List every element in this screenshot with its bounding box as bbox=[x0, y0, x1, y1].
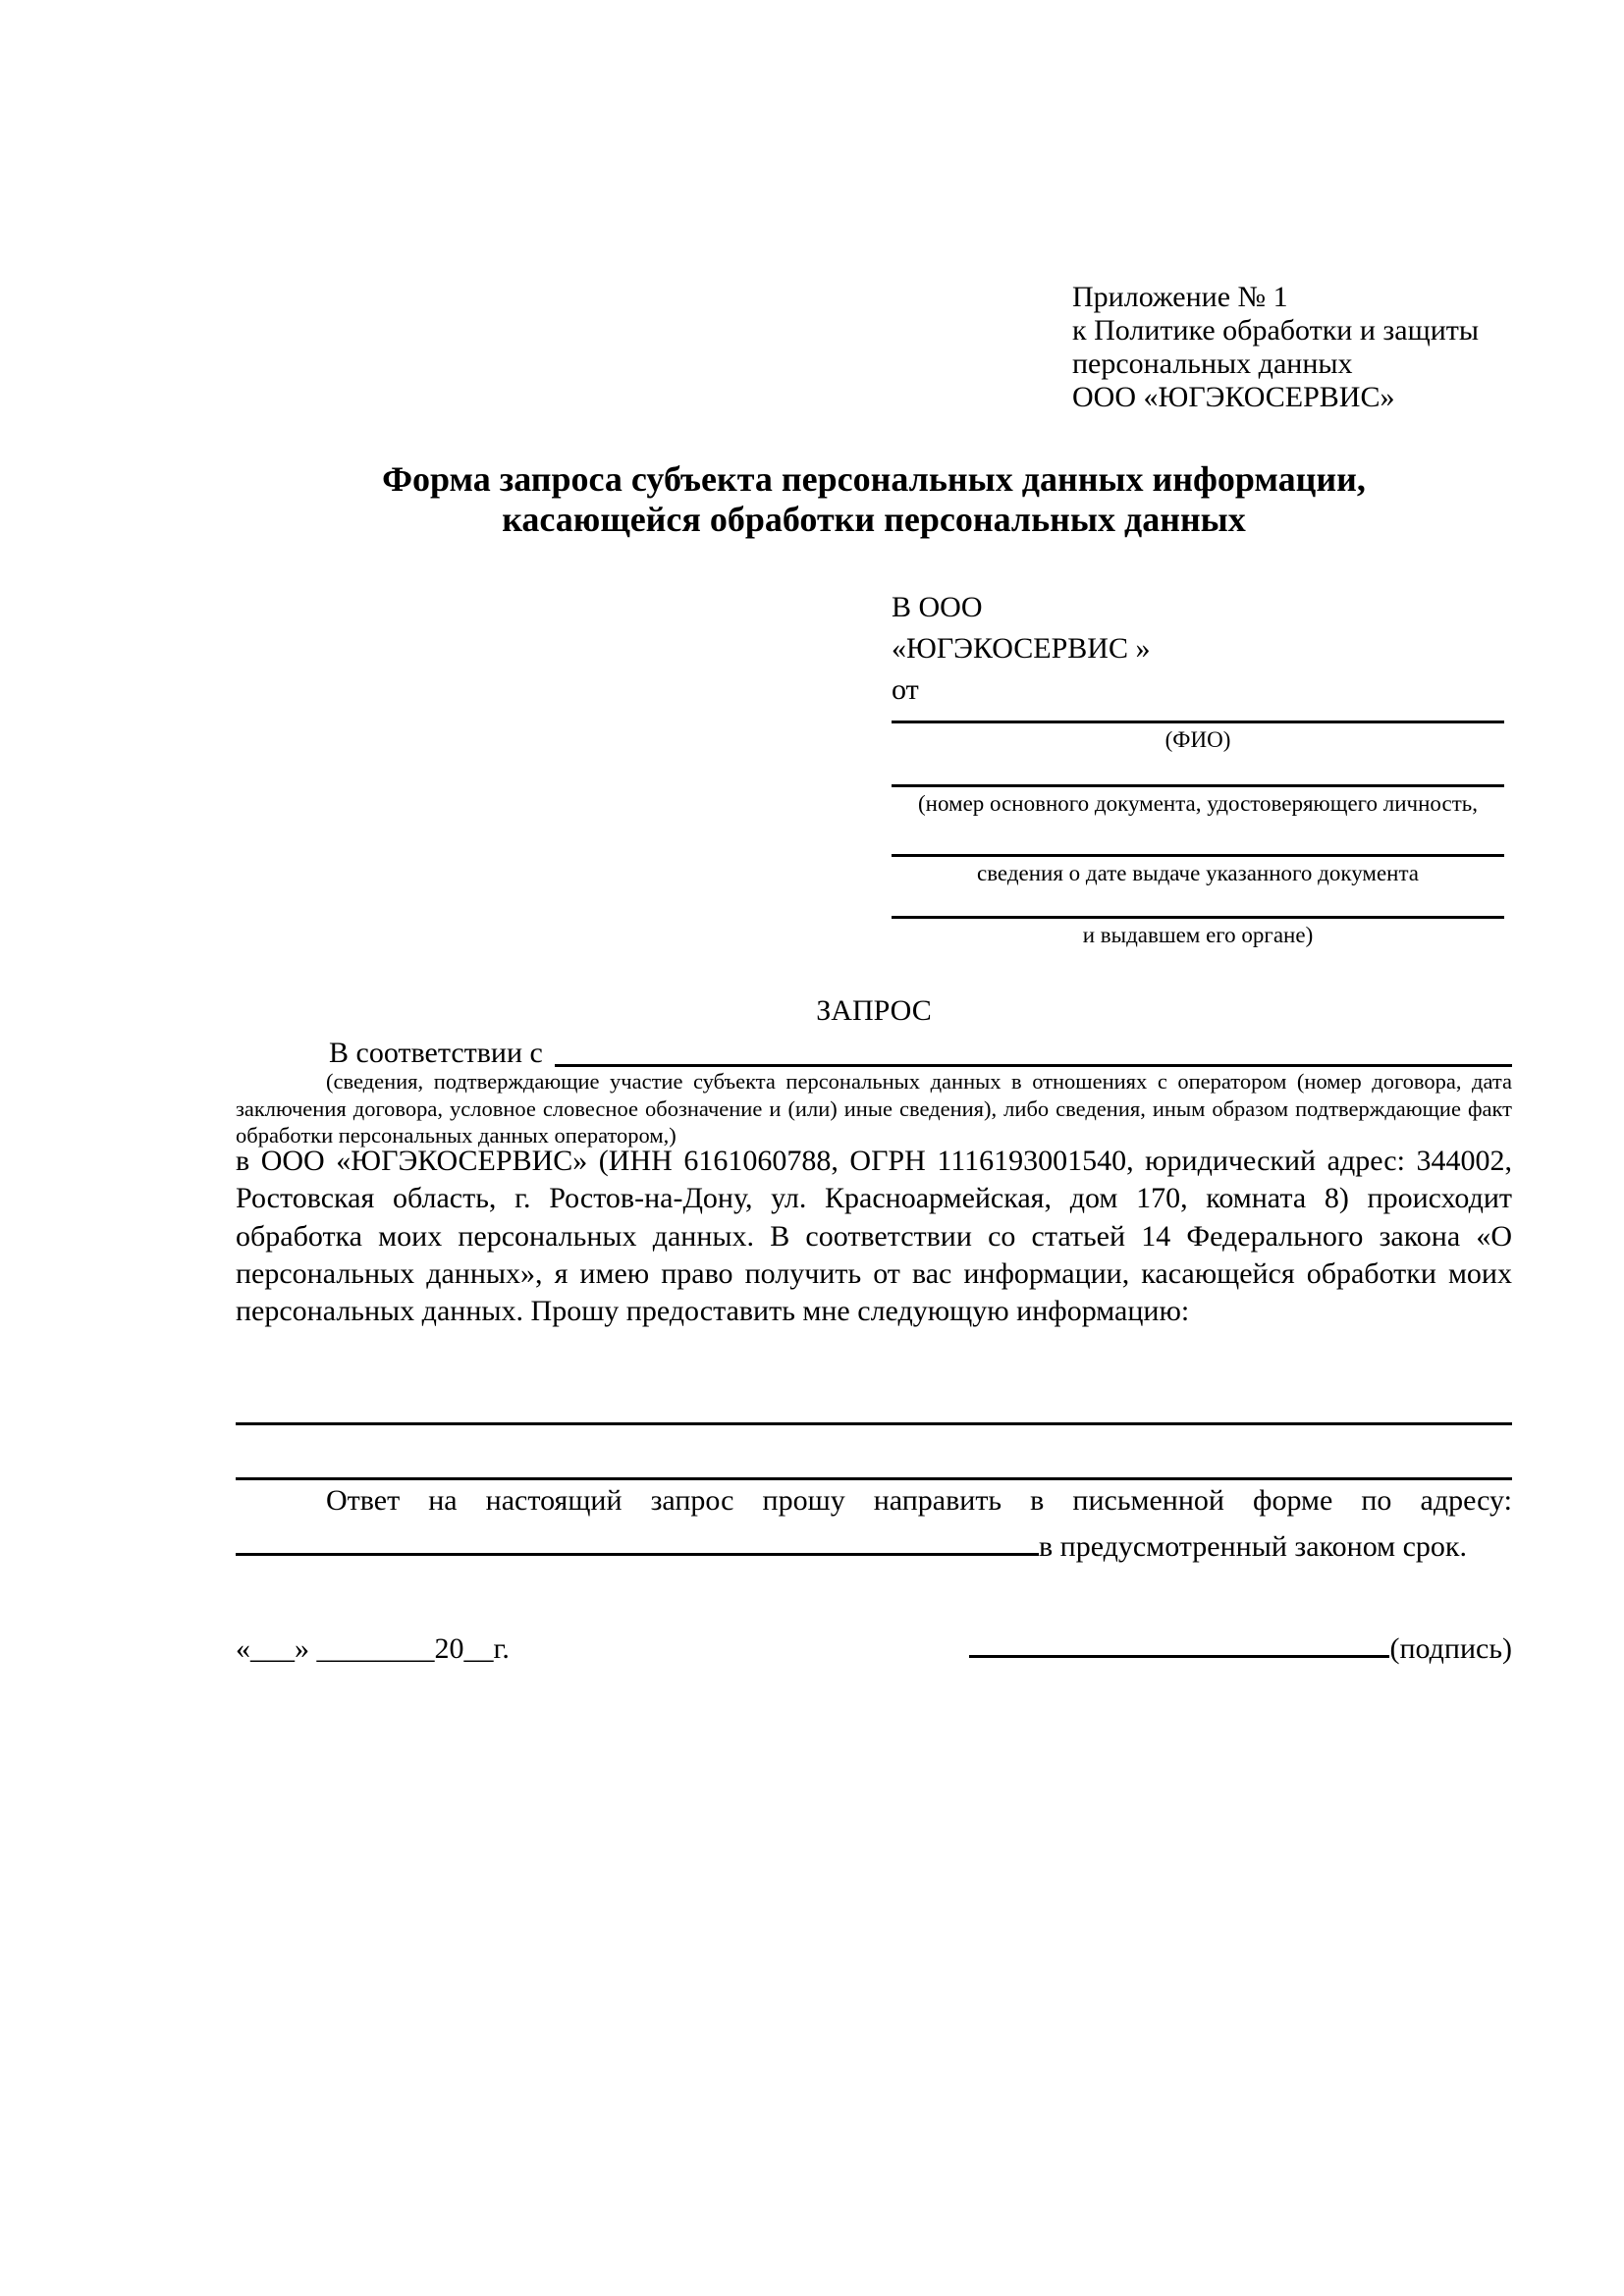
signature-caption: (подпись) bbox=[1389, 1632, 1512, 1665]
accordance-blank-line bbox=[555, 1064, 1512, 1067]
form-title-line-2: касающейся обработки персональных данных bbox=[502, 500, 1246, 539]
date-signature-row bbox=[236, 1626, 1512, 1670]
issue-date-caption: сведения о дате выдаче указанного документа bbox=[976, 861, 1420, 885]
fio-field bbox=[892, 711, 1504, 753]
fio-blank-line bbox=[892, 711, 1504, 723]
fine-print-note: (сведения, подтверждающие участие субъекта персональных данных в отношениях с оператором (номер договора, дата заключения договора, условное словесное обозначение и (или) иные сведения), либо сведения, иным образом подтверждающие факт обработки персональных данных оператором,) bbox=[236, 1069, 1512, 1148]
accordance-row bbox=[236, 1035, 1512, 1072]
form-title bbox=[236, 459, 1512, 540]
addressee-block bbox=[892, 587, 1504, 948]
appendix-note-line-4: ООО «ЮГЭКОСЕРВИС» bbox=[1072, 381, 1395, 413]
reply-section bbox=[236, 1480, 1512, 1564]
fio-caption: (ФИО) bbox=[1164, 727, 1231, 752]
date-blank-text: «___» ________20__г. bbox=[236, 1632, 510, 1665]
appendix-note bbox=[1072, 281, 1479, 414]
appendix-note-line-1: Приложение № 1 bbox=[1072, 281, 1288, 313]
issue-date-blank-line bbox=[892, 844, 1504, 857]
appendix-note-line-3: персональных данных bbox=[1072, 347, 1353, 380]
document-number-field bbox=[892, 774, 1504, 817]
request-heading: ЗАПРОС bbox=[816, 994, 932, 1027]
issuing-authority-caption: и выдавшем его органе) bbox=[1082, 923, 1314, 947]
addressee-org-line-2: «ЮГЭКОСЕРВИС » bbox=[892, 632, 1151, 665]
issuing-authority-blank-line bbox=[892, 906, 1504, 919]
form-title-line-1: Форма запроса субъекта персональных данных информации, bbox=[382, 459, 1366, 499]
reply-tail-text: в предусмотренный законом срок. bbox=[1039, 1530, 1467, 1563]
addressee-org-line-1: В ООО bbox=[892, 591, 983, 623]
issue-date-field bbox=[892, 844, 1504, 886]
signature-group bbox=[969, 1626, 1512, 1670]
appendix-note-line-2: к Политике обработки и защиты bbox=[1072, 314, 1480, 347]
accordance-label: В соответствии с bbox=[329, 1037, 543, 1069]
reply-sentence: Ответ на настоящий запрос прошу направить в письменной форме по адресу: bbox=[326, 1484, 1512, 1517]
body-paragraph: в ООО «ЮГЭКОСЕРВИС» (ИНН 6161060788, ОГРН 1116193001540, юридический адрес: 344002, Ростовская область, г. Ростов-на-Дону, ул. Красноармейская, дом 170, комната 8) происходит обработка моих персональных данных. В соответствии со статьей 14 Федерального закона «О персональных данных», я имею право получить от вас информации, касающейся обработки моих персональных данных. Прошу предоставить мне следующую информацию: bbox=[236, 1145, 1512, 1328]
document-number-blank-line bbox=[892, 774, 1504, 787]
reply-address-row bbox=[236, 1523, 1512, 1564]
document-number-caption: (номер основного документа, удостоверяющего личность, bbox=[917, 791, 1478, 816]
issuing-authority-field bbox=[892, 906, 1504, 948]
reply-address-blank-line bbox=[236, 1523, 1039, 1556]
info-blank-line-1 bbox=[236, 1422, 1512, 1425]
signature-blank-line bbox=[969, 1626, 1389, 1658]
addressee-from-label: от bbox=[892, 673, 919, 706]
